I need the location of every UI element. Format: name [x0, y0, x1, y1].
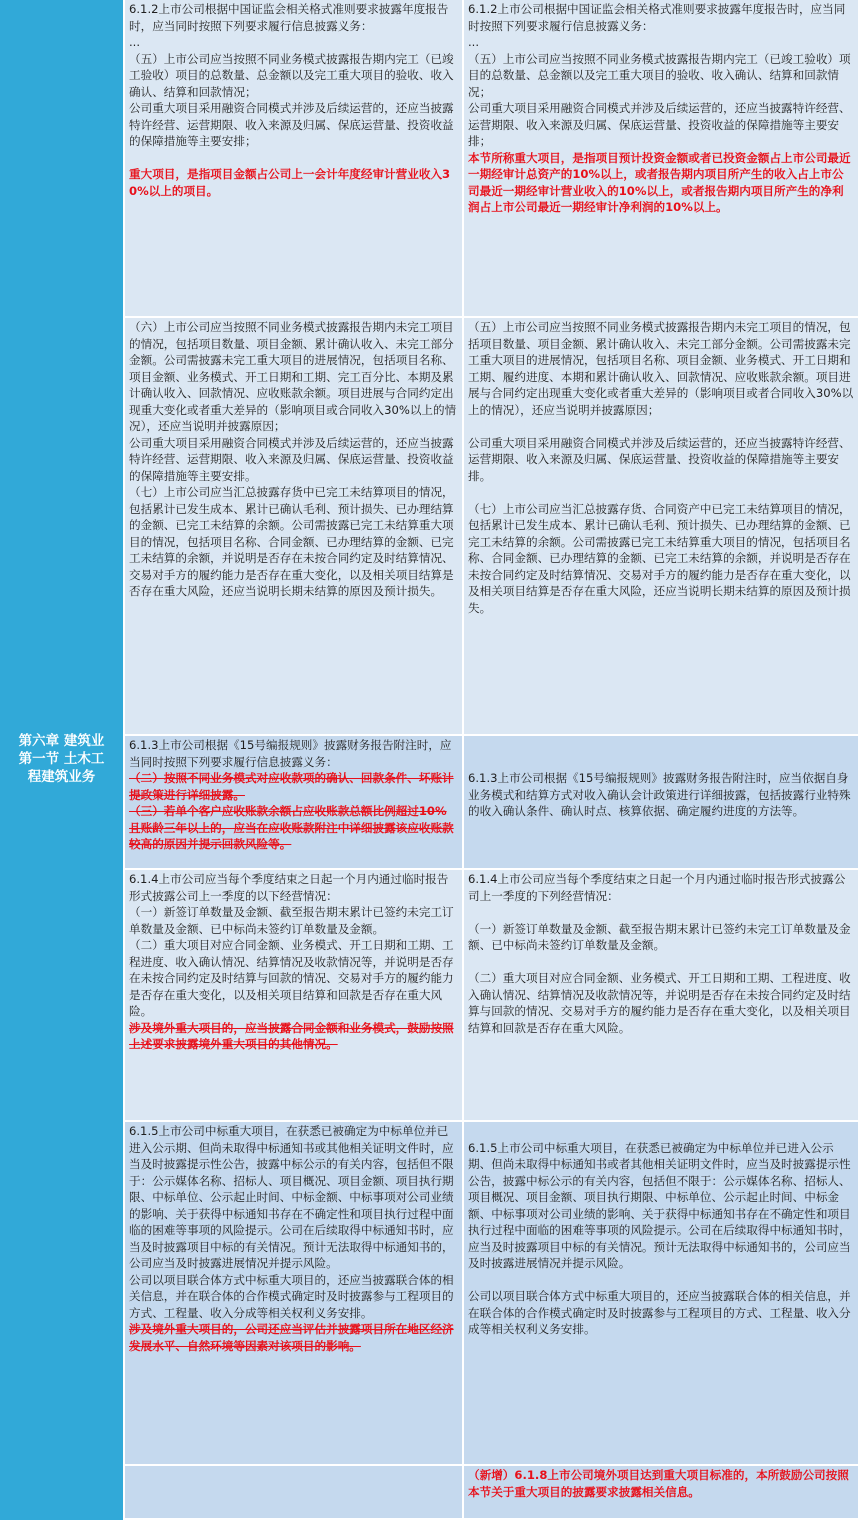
clause-text: （七）上市公司应当汇总披露存货、合同资产中已完工未结算项目的情况，包括累计已发生成本、累计已确认毛利、预计损失、已办理结算的金额、已完工未结算的余额。公司需披露已完工未结算重大项目的情况，包括项目名称、合同金额、已办理结算的金额、已完工未结算的余额，并说明是否存在未按合同约定及时结算情况、交易对手方的履约能力是否存在重大变化，以及相关项目结算是否存在重大风险，还应当说明长期未结算的原因及预计损失。	[468, 501, 851, 615]
clause-text: 本节所称重大项目，是指项目预计投资金额或者已投资金额占上市公司最近一期经审计总资产的10%以上，或者报告期内项目所产生的收入占上市公司最近一期经审计营业收入的10%以上，或者报告期内项目所产生的净利润占上市公司最近一期经审计净利润的10%以上。	[468, 150, 851, 214]
clause-text	[468, 1123, 854, 1140]
clause-text: 公司重大项目采用融资合同模式并涉及后续运营的，还应当披露特许经营、运营期限、收入来源及归属、保底运营量、投资收益的保障措施等主要安排；	[129, 101, 454, 148]
clause-text	[468, 1272, 854, 1289]
clause-text: 6.1.3上市公司根据《15号编报规则》披露财务报告附注时，应当同时按照下列要求履行信息披露义务：	[129, 738, 452, 769]
clause-text: 公司以项目联合体方式中标重大项目的，还应当披露联合体的相关信息，并在联合体的合作模式确定时及时披露参与工程项目的方式、工程量、收入分成等相关权利义务安排。	[468, 1289, 851, 1336]
clause-text: 6.1.2上市公司根据中国证监会相关格式准则要求披露年度报告时，应当同时按照下列要求履行信息披露义务：	[129, 2, 449, 33]
clause-text: 6.1.4上市公司应当每个季度结束之日起一个月内通过临时报告形式披露公司上一季度的以下经营情况：	[129, 872, 449, 903]
clause-text: 公司重大项目采用融资合同模式并涉及后续运营的，还应当披露特许经营、运营期限、收入来源及归属、保底运营量、投资收益的保障措施等主要安排。	[468, 435, 851, 483]
clause-text: 6.1.5上市公司中标重大项目，在获悉已被确定为中标单位并已进入公示期、但尚未取得中标通知书或者其他相关证明文件时，应当及时披露提示性公告，披露中标公示的有关内容，包括但不限于：公示媒体名称、招标人、项目概况、项目金额、项目执行期限、中标单位、公示起止时间、中标金额、中标事项对公司业绩的影响、关于获得中标通知书存在不确定性和项目执行过程中面临的困难等事项的风险提示。公司在后续取得中标通知书时，应当及时披露项目中标的有关情况。预计无法取得中标通知书的，公司应当及时披露进展情况并提示风险。	[468, 1140, 851, 1270]
row-5-new	[462, 1122, 858, 1466]
clause-text: 6.1.2上市公司根据中国证监会相关格式准则要求披露年度报告时，应当同时按照下列要求履行信息披露义务：	[468, 2, 846, 33]
clause-text: （新增）6.1.8上市公司境外项目达到重大项目标准的，本所鼓励公司按照本节关于重大项目的披露要求披露相关信息。	[468, 1468, 849, 1499]
clause-text: （一）新签订单数量及金额、截至报告期末累计已签约未完工订单数量及金额、已中标尚未签约订单数量及金额。	[468, 921, 851, 952]
clause-text: （五）上市公司应当按照不同业务模式披露报告期内完工（已竣工验收）项目的总数量、总金额以及完工重大项目的验收、收入确认、结算和回款情况；	[129, 51, 454, 99]
clause-text: 公司重大项目采用融资合同模式并涉及后续运营的，还应当披露特许经营、运营期限、收入来源及归属、保底运营量、投资收益的保障措施等主要安排。	[129, 435, 454, 483]
clause-text: ...	[468, 35, 480, 49]
clause-text: 涉及境外重大项目的，公司还应当评估并披露项目所在地区经济发展水平、自然环境等因素对该项目的影响。	[129, 1322, 454, 1353]
clause-text: （二）重大项目对应合同金额、业务模式、开工日期和工期、工程进度、收入确认情况、结算情况及收款情况等，并说明是否存在未按合同约定及时结算与回款的情况、交易对手方的履约能力是否存在重大变化，以及相关项目结算和回款是否存在重大风险。	[468, 971, 851, 1035]
clause-text: （六）上市公司应当按照不同业务模式披露报告期内未完工项目的情况，包括项目数量、项目金额、累计确认收入、未完工部分金额。公司需披露未完工重大项目的进展情况，包括项目名称、项目金额、业务模式、开工日期和工期、完工百分比、本期及累计确认收入、回款情况、应收账款余额。项目进展与合同约定出现重大变化或者重大差异的（影响项目或合同收入30%以上的情况），还应当说明并披露原因；	[129, 320, 457, 433]
section-title-cont: 程建筑业务	[27, 769, 96, 785]
clause-text: 重大项目，是指项目金额占公司上一会计年度经审计营业收入30%以上的项目。	[129, 167, 451, 198]
row-4-new	[462, 870, 858, 1122]
row-3-old	[125, 736, 462, 870]
clause-text: ...	[129, 35, 141, 49]
row-3-new	[462, 736, 858, 870]
clause-text	[468, 737, 854, 754]
chapter-title: 第六章 建筑业	[18, 733, 105, 749]
clause-text: （七）上市公司应当汇总披露存货中已完工未结算项目的情况，包括累计已发生成本、累计已确认毛利、预计损失、已办理结算的金额、已完工未结算的余额。公司需披露已完工未结算重大项目的情况，包括项目名称、合同金额、已办理结算的金额、已完工未结算的余额，并说明是否存在未按合同约定及时结算情况、交易对手方的履约能力是否存在重大变化，以及相关项目结算是否存在重大风险，还应当说明长期未结算的原因及预计损失。	[129, 485, 454, 598]
clause-text: （五）上市公司应当按照不同业务模式披露报告期内完工（已竣工验收）项目的总数量、总金额以及完工重大项目的验收、收入确认、结算和回款情况；	[468, 51, 851, 99]
clause-text: 涉及境外重大项目的，应当披露合同金额和业务模式，鼓励按照上述要求披露境外重大项目的其他情况。	[129, 1020, 454, 1051]
row-5-old	[125, 1122, 462, 1466]
clause-text	[129, 150, 458, 167]
clause-text: （三）若单个客户应收账款余额占应收账款总额比例超过10%且账龄三年以上的，应当在应收账款附注中详细披露该应收账款较高的原因并提示回款风险等。	[129, 804, 454, 851]
clause-text	[468, 754, 854, 771]
row-1-old	[125, 0, 462, 318]
clause-text: 6.1.3上市公司根据《15号编报规则》披露财务报告附注时，应当依据自身业务模式和结算方式对收入确认会计政策进行详细披露，包括披露行业特殊的收入确认条件、确认时点、核算依据、确定履约进度的方法等。	[468, 771, 851, 818]
clause-text: 6.1.4上市公司应当每个季度结束之日起一个月内通过临时报告形式披露公司上一季度的下列经营情况：	[468, 872, 846, 903]
clause-text	[468, 954, 854, 971]
clause-text: （一）新签订单数量及金额、截至报告期末累计已签约未完工订单数量及金额、已中标尚未签约订单数量及金额。	[129, 905, 454, 936]
row-6-old	[125, 1466, 462, 1520]
clause-text: 公司重大项目采用融资合同模式并涉及后续运营的，还应当披露特许经营、运营期限、收入来源及归属、保底运营量、投资收益的保障措施等主要安排；	[468, 101, 851, 148]
clause-text	[468, 484, 854, 501]
clause-text	[129, 1467, 458, 1484]
row-4-old	[125, 870, 462, 1122]
chapter-label	[0, 732, 123, 786]
row-2-old	[125, 318, 462, 736]
row-2-new	[462, 318, 858, 736]
section-title: 第一节 土木工	[18, 751, 105, 767]
row-1-new	[462, 0, 858, 318]
clause-text: 公司以项目联合体方式中标重大项目的，还应当披露联合体的相关信息，并在联合体的合作模式确定时及时披露参与工程项目的方式、工程量、收入分成等相关权利义务安排。	[129, 1272, 454, 1320]
clause-text	[468, 418, 854, 435]
row-6-new	[462, 1466, 858, 1520]
clause-text: （五）上市公司应当按照不同业务模式披露报告期内未完工项目的情况，包括项目数量、项目金额、累计确认收入、未完工部分金额。公司需披露未完工重大项目的进展情况，包括项目名称、项目金额、业务模式、开工日期和工期、履约进度、本期和累计确认收入、回款情况、应收账款余额。项目进展与合同约定出现重大变化或者重大差异的（影响项目或者合同收入30%以上的情况），还应当说明并披露原因；	[468, 320, 854, 417]
clause-text	[468, 904, 854, 921]
clause-text: 6.1.5上市公司中标重大项目，在获悉已被确定为中标单位并已进入公示期、但尚未取得中标通知书或其他相关证明文件时，应当及时披露提示性公告，披露中标公示的有关内容，包括但不限于：公示媒体名称、招标人、项目概况、项目金额、项目执行期限、中标单位、公示起止时间、中标金额、中标事项对公司业绩的影响、关于获得中标通知书存在不确定性和项目执行过程中面临的困难等事项的风险提示。公司在后续取得中标通知书时，应当及时披露项目中标的有关情况。预计无法取得中标通知书的，公司应当及时披露进展情况并提示风险。	[129, 1124, 454, 1270]
clause-text: （二）按照不同业务模式对应收款项的确认、回款条件、坏账计提政策进行详细披露。	[129, 771, 454, 802]
clause-text: （二）重大项目对应合同金额、业务模式、开工日期和工期、工程进度、收入确认情况、结算情况及收款情况等，并说明是否存在未按合同约定及时结算与回款的情况、交易对手方的履约能力是否存在重大变化，以及相关项目结算和回款是否存在重大风险。	[129, 938, 454, 1018]
